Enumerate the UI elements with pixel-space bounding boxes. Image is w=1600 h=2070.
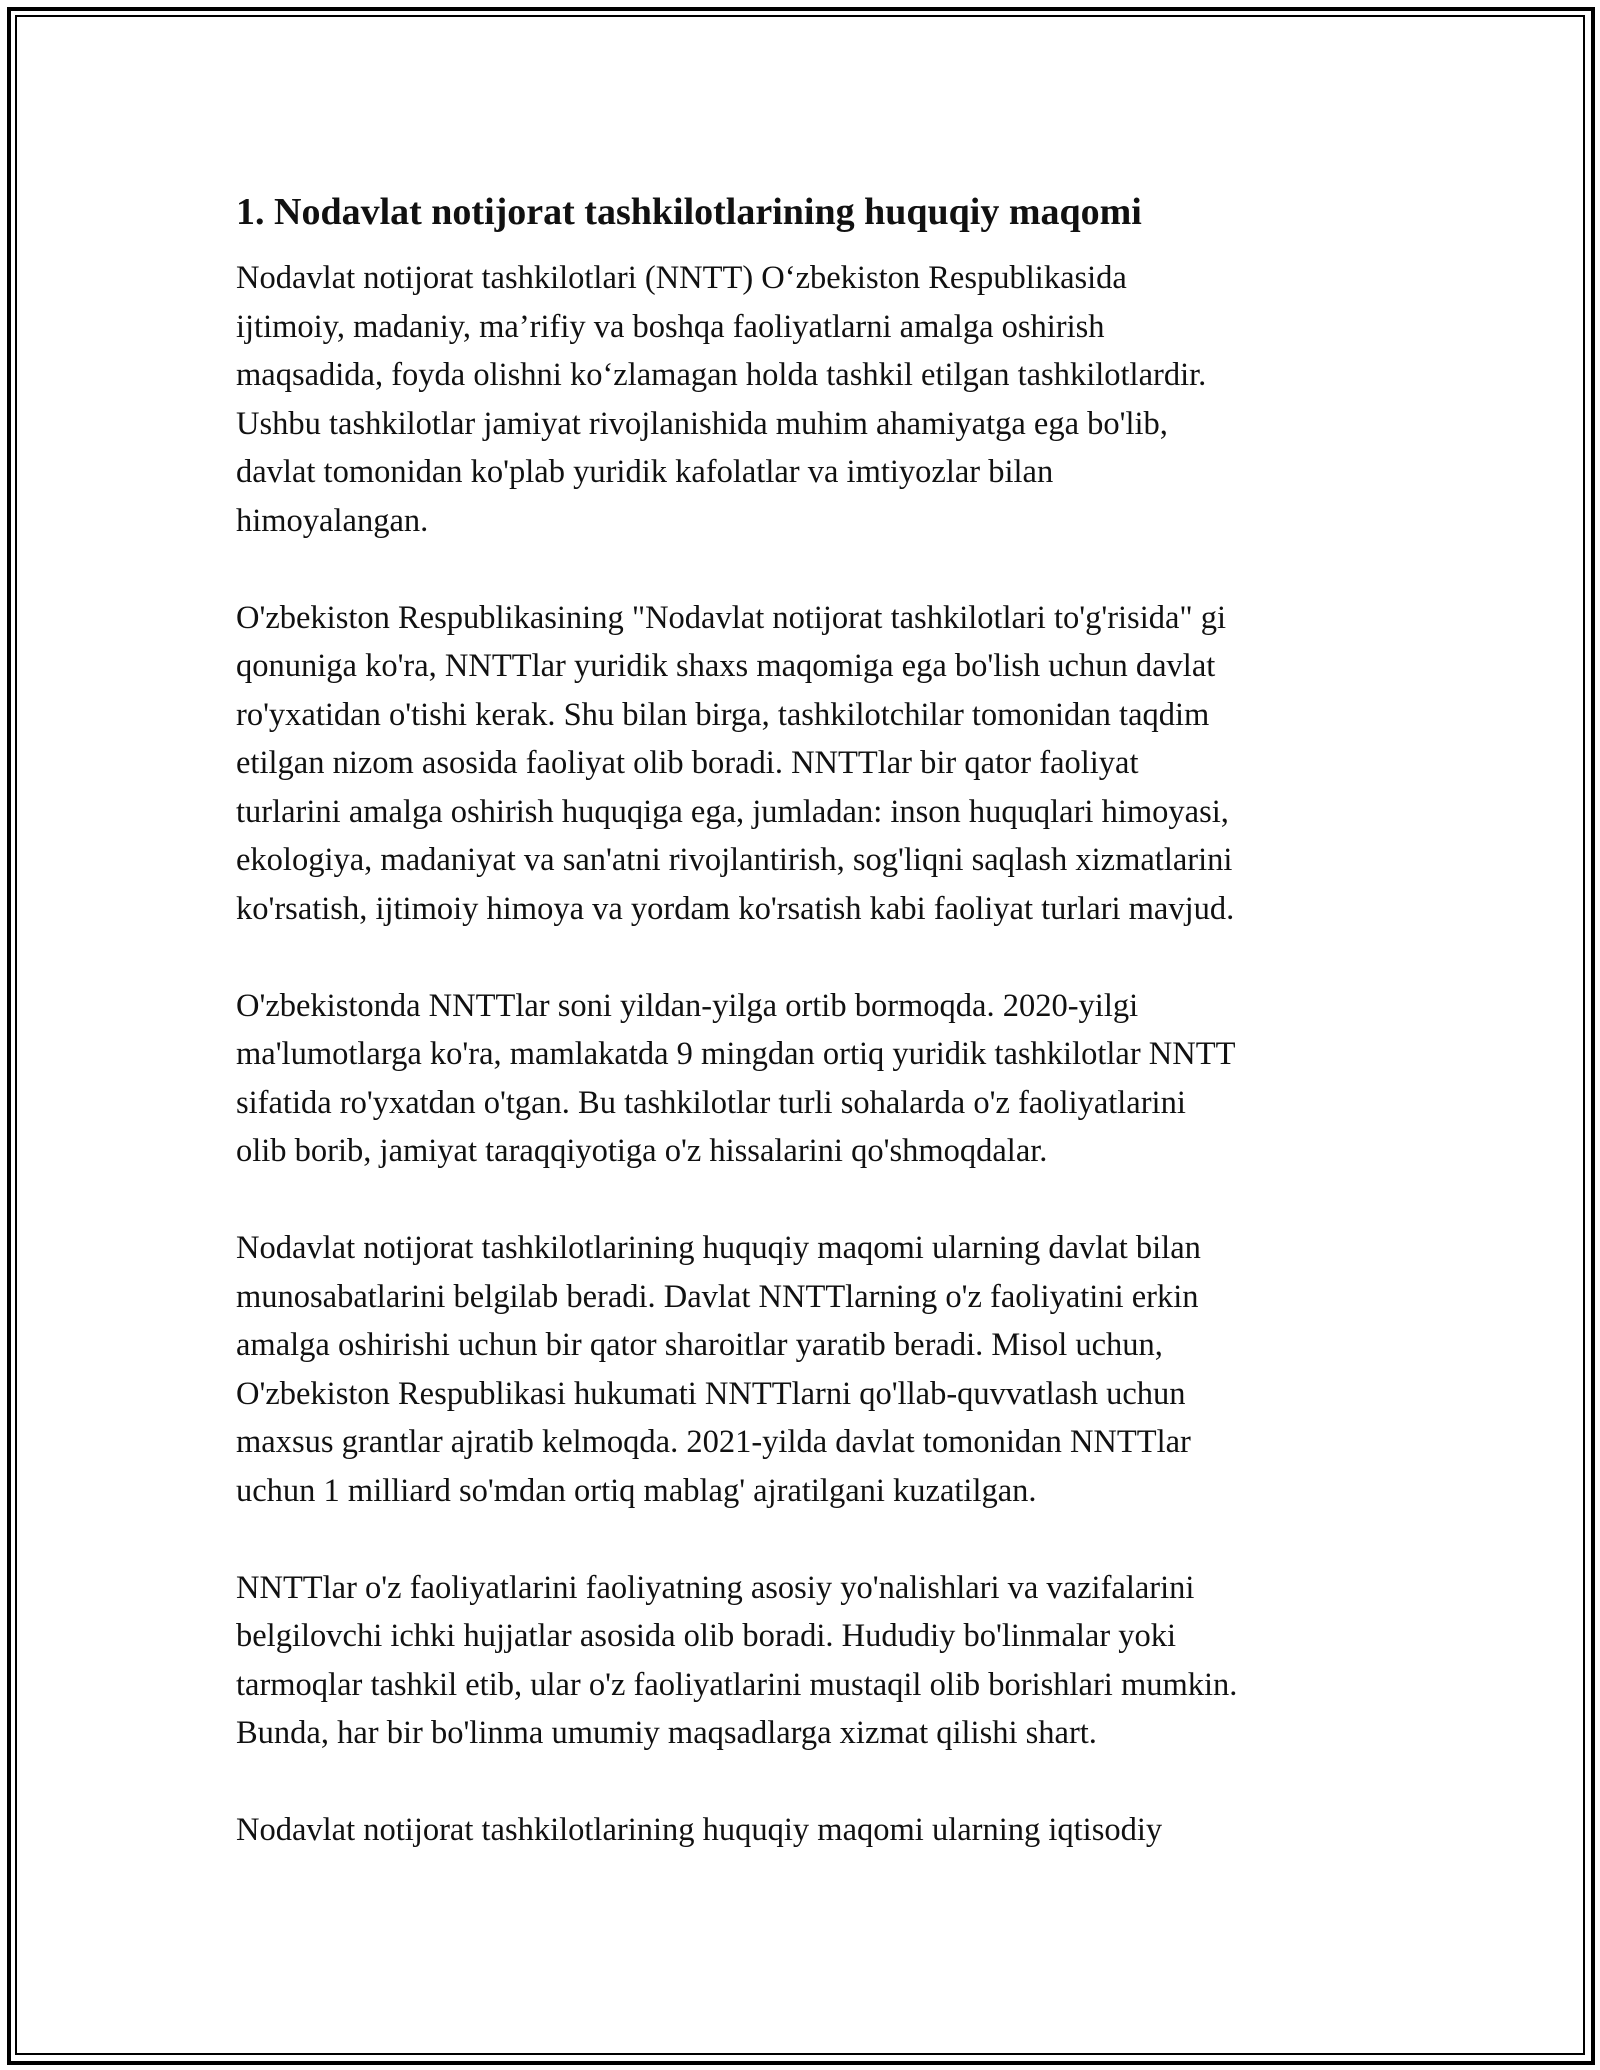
text-line: amalga oshirishi uchun bir qator sharoitlar yaratib beradi. Misol uchun, [236,1327,1163,1363]
paragraph-5 [236,1564,1386,1758]
text-line: munosabatlarini belgilab beradi. Davlat NNTTlarning o'z faoliyatini erkin [236,1278,1199,1315]
text-line: Nodavlat notijorat tashkilotlarining huquqiy maqomi ularning iqtisodiy [236,1812,1163,1848]
text-line: Nodavlat notijorat tashkilotlari (NNTT) O‘zbekiston Respublikasida [236,260,1127,296]
text-line: belgilovchi ichki hujjatlar asosida olib boradi. Hududiy bo'linmalar yoki [236,1618,1177,1654]
paragraph-3 [236,982,1386,1176]
text-line: ro'yxatidan o'tishi kerak. Shu bilan birga, tashkilotchilar tomonidan taqdim [236,696,1210,733]
paragraph-1 [236,254,1386,545]
text-line: uchun 1 milliard so'mdan ortiq mablag' ajratilgani kuzatilgan. [236,1472,1037,1509]
text-line: turlarini amalga oshirish huquqiga ega, jumladan: inson huquqlari himoyasi, [236,793,1229,830]
text-line: ko'rsatish, ijtimoiy himoya va yordam ko'rsatish kabi faoliyat turlari mavjud. [236,890,1235,927]
text-line: NNTTlar o'z faoliyatlarini faoliyatning asosiy yo'nalishlari va vazifalarini [236,1569,1195,1606]
text-line: maqsadida, foyda olishni ko‘zlamagan holda tashkil etilgan tashkilotlardir. [236,357,1207,393]
text-line: O'zbekiston Respublikasining "Nodavlat notijorat tashkilotlari to'g'risida" gi [236,599,1227,636]
document-body [236,188,1386,1903]
text-line: davlat tomonidan ko'plab yuridik kafolatlar va imtiyozlar bilan [236,454,1054,490]
text-line: Bunda, har bir bo'linma umumiy maqsadlarga xizmat qilishi shart. [236,1715,1097,1751]
text-line: himoyalangan. [236,502,429,539]
paragraph-4 [236,1224,1386,1515]
section-heading: 1. Nodavlat notijorat tashkilotlarining huquqiy maqomi [236,191,1142,233]
text-line: tarmoqlar tashkil etib, ular o'z faoliyatlarini mustaqil olib borishlari mumkin. [236,1666,1238,1703]
text-line: ma'lumotlarga ko'ra, mamlakatda 9 mingdan ortiq yuridik tashkilotlar NNTT [236,1036,1236,1072]
text-line: O'zbekistonda NNTTlar soni yildan-yilga ortib bormoqda. 2020-yilgi [236,987,1139,1024]
text-line: ekologiya, madaniyat va san'atni rivojlantirish, sog'liqni saqlash xizmatlarini [236,842,1233,878]
text-line: Nodavlat notijorat tashkilotlarining huquqiy maqomi ularning davlat bilan [236,1230,1201,1266]
paragraph-2 [236,594,1386,934]
text-line: maxsus grantlar ajratib kelmoqda. 2021-yilda davlat tomonidan NNTTlar [236,1424,1191,1460]
text-line: O'zbekiston Respublikasi hukumati NNTTlarni qo'llab-quvvatlash uchun [236,1375,1186,1412]
text-line: ijtimoiy, madaniy, ma’rifiy va boshqa faoliyatlarni amalga oshirish [236,308,1105,345]
paragraph-6 [236,1806,1386,1855]
text-line: Ushbu tashkilotlar jamiyat rivojlanishida muhim ahamiyatga ega bo'lib, [236,405,1168,442]
text-line: etilgan nizom asosida faoliyat olib boradi. NNTTlar bir qator faoliyat [236,745,1139,781]
text-line: sifatida ro'yxatdan o'tgan. Bu tashkilotlar turli sohalarda o'z faoliyatlarini [236,1084,1186,1121]
text-line: olib borib, jamiyat taraqqiyotiga o'z hissalarini qo'shmoqdalar. [236,1133,1048,1169]
text-line: qonuniga ko'ra, NNTTlar yuridik shaxs maqomiga ega bo'lish uchun davlat [236,648,1216,684]
